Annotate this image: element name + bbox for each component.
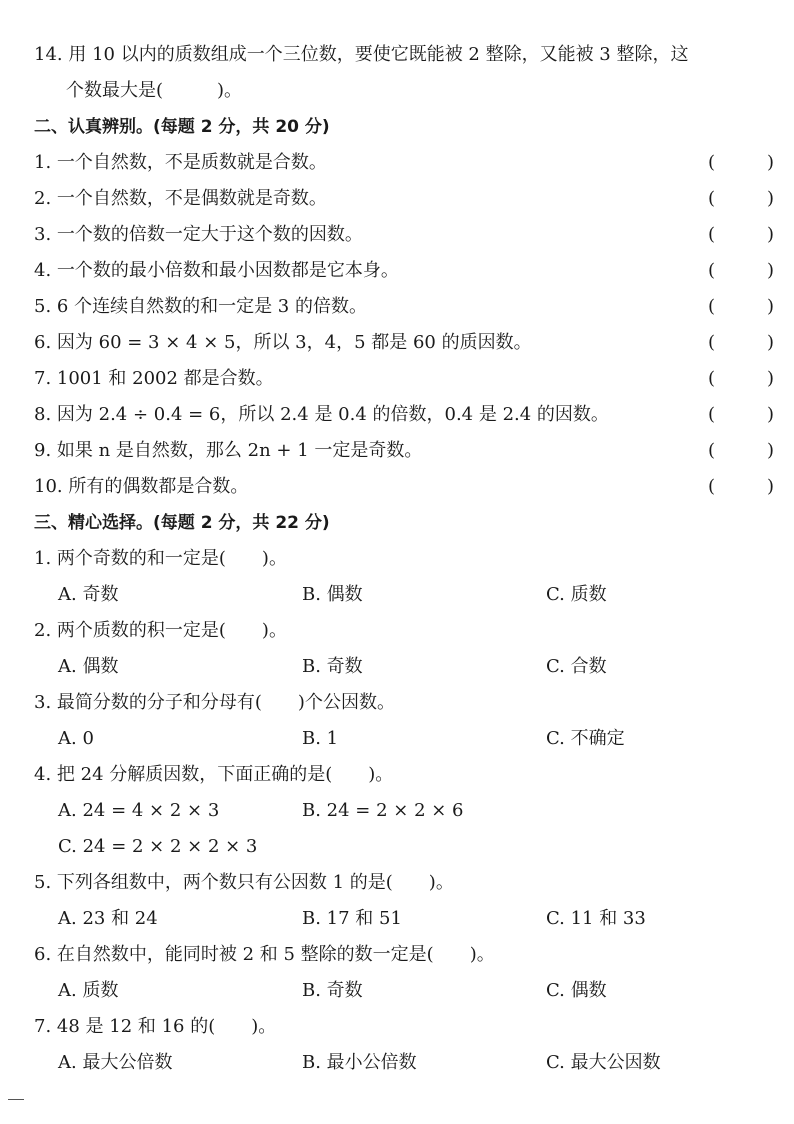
q5-option-a[interactable]: A. 23 和 24: [58, 908, 158, 929]
answer-blank-4[interactable]: ( ): [708, 260, 774, 281]
q1-option-a[interactable]: A. 奇数: [58, 584, 119, 605]
judge-item-4: 4. 一个数的最小倍数和最小因数都是它本身。: [34, 260, 399, 281]
q7-option-c[interactable]: C. 最大公因数: [546, 1052, 661, 1073]
q3-option-c[interactable]: C. 不确定: [546, 728, 625, 749]
choice-question-7-stem: 7. 48 是 12 和 16 的( )。: [34, 1016, 277, 1037]
answer-blank-2[interactable]: ( ): [708, 188, 774, 209]
section-2-heading: 二、认真辨别。(每题 2 分，共 20 分): [34, 117, 330, 137]
judge-item-5: 5. 6 个连续自然数的和一定是 3 的倍数。: [34, 296, 367, 317]
q5-option-b[interactable]: B. 17 和 51: [302, 908, 402, 929]
q6-option-b[interactable]: B. 奇数: [302, 980, 363, 1001]
q6-option-a[interactable]: A. 质数: [58, 980, 119, 1001]
choice-question-5-stem: 5. 下列各组数中，两个数只有公因数 1 的是( )。: [34, 872, 454, 893]
q1-option-b[interactable]: B. 偶数: [302, 584, 363, 605]
q14-line-1: 14. 用 10 以内的质数组成一个三位数，要使它既能被 2 整除，又能被 3 整除，这: [34, 44, 689, 65]
q3-option-a[interactable]: A. 0: [58, 728, 94, 749]
choice-question-2-stem: 2. 两个质数的积一定是( )。: [34, 620, 287, 641]
answer-blank-7[interactable]: ( ): [708, 368, 774, 389]
answer-blank-8[interactable]: ( ): [708, 404, 774, 425]
answer-blank-1[interactable]: ( ): [708, 152, 774, 173]
q3-option-b[interactable]: B. 1: [302, 728, 339, 749]
q4-option-c[interactable]: C. 24 = 2 × 2 × 2 × 3: [58, 836, 258, 857]
judge-item-7: 7. 1001 和 2002 都是合数。: [34, 368, 274, 389]
q7-option-b[interactable]: B. 最小公倍数: [302, 1052, 417, 1073]
q2-option-a[interactable]: A. 偶数: [58, 656, 119, 677]
q14-line-2: 个数最大是( )。: [66, 80, 243, 101]
answer-blank-6[interactable]: ( ): [708, 332, 774, 353]
q6-option-c[interactable]: C. 偶数: [546, 980, 607, 1001]
choice-question-4-stem: 4. 把 24 分解质因数，下面正确的是( )。: [34, 764, 394, 785]
q4-option-b[interactable]: B. 24 = 2 × 2 × 6: [302, 800, 464, 821]
q2-option-b[interactable]: B. 奇数: [302, 656, 363, 677]
answer-blank-3[interactable]: ( ): [708, 224, 774, 245]
q1-option-c[interactable]: C. 质数: [546, 584, 607, 605]
judge-item-3: 3. 一个数的倍数一定大于这个数的因数。: [34, 224, 363, 245]
answer-blank-9[interactable]: ( ): [708, 440, 774, 461]
page-edge-mark: [8, 1099, 24, 1100]
q4-option-a[interactable]: A. 24 = 4 × 2 × 3: [58, 800, 220, 821]
judge-item-9: 9. 如果 n 是自然数，那么 2n + 1 一定是奇数。: [34, 440, 423, 461]
q2-option-c[interactable]: C. 合数: [546, 656, 607, 677]
q5-option-c[interactable]: C. 11 和 33: [546, 908, 646, 929]
judge-item-2: 2. 一个自然数，不是偶数就是奇数。: [34, 188, 327, 209]
judge-item-6: 6. 因为 60 = 3 × 4 × 5，所以 3，4，5 都是 60 的质因数。: [34, 332, 532, 353]
choice-question-1-stem: 1. 两个奇数的和一定是( )。: [34, 548, 287, 569]
choice-question-6-stem: 6. 在自然数中，能同时被 2 和 5 整除的数一定是( )。: [34, 944, 495, 965]
judge-item-1: 1. 一个自然数，不是质数就是合数。: [34, 152, 327, 173]
section-3-heading: 三、精心选择。(每题 2 分，共 22 分): [34, 513, 330, 533]
judge-item-10: 10. 所有的偶数都是合数。: [34, 476, 249, 497]
answer-blank-10[interactable]: ( ): [708, 476, 774, 497]
answer-blank-5[interactable]: ( ): [708, 296, 774, 317]
choice-question-3-stem: 3. 最简分数的分子和分母有( )个公因数。: [34, 692, 395, 713]
judge-item-8: 8. 因为 2.4 ÷ 0.4 = 6，所以 2.4 是 0.4 的倍数，0.4 是 2.4 的因数。: [34, 404, 609, 425]
q7-option-a[interactable]: A. 最大公倍数: [58, 1052, 173, 1073]
